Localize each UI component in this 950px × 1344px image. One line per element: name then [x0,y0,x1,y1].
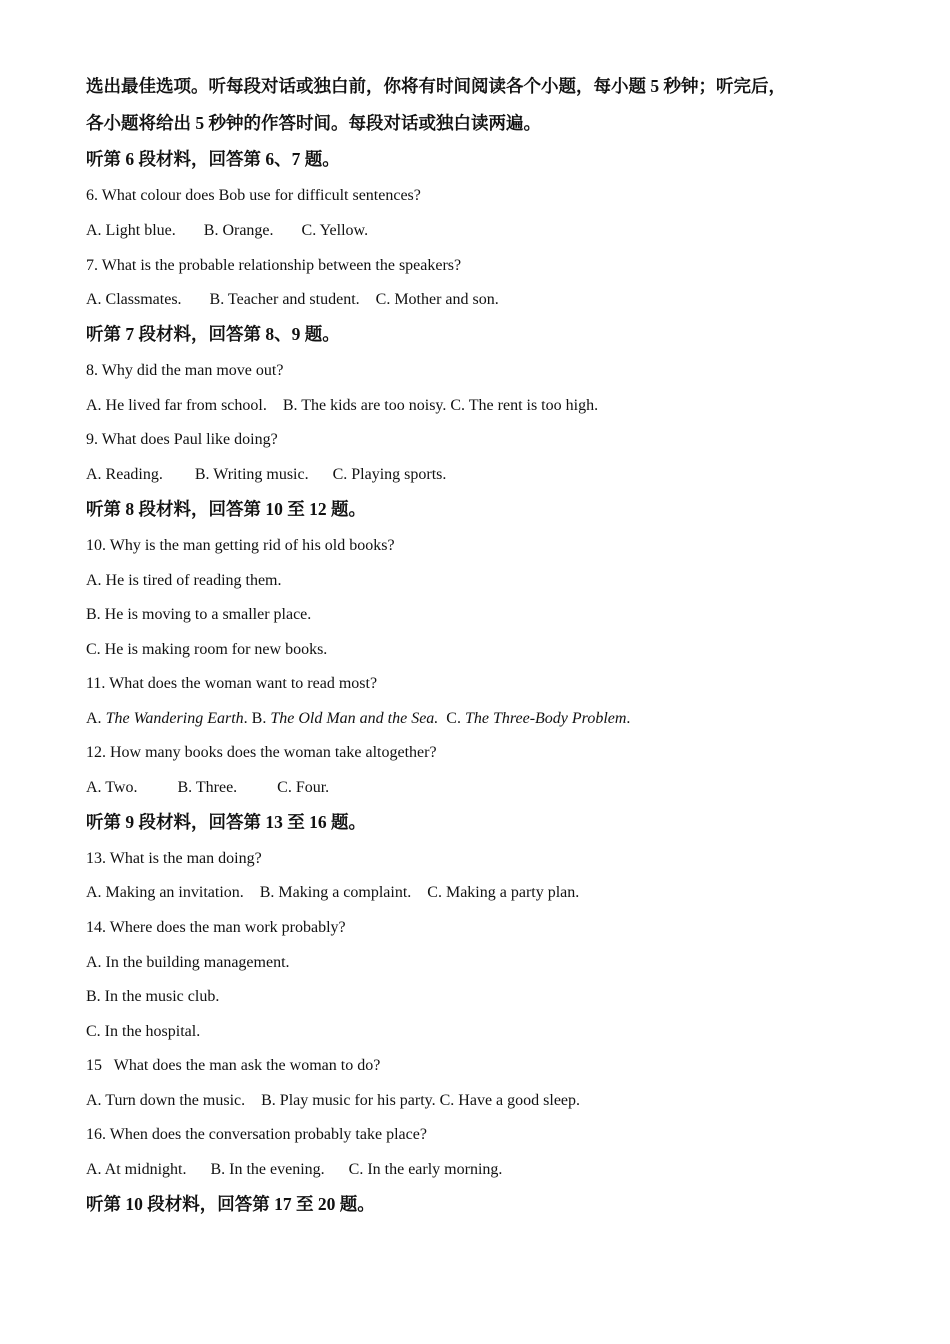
question-6-options: A. Light blue. B. Orange. C. Yellow. [86,222,369,239]
option-b-prefix: . B. [243,710,271,727]
option-a-prefix: A. [86,710,106,727]
question-8-options: A. He lived far from school. B. The kids are too noisy. C. The rent is too high. [86,397,599,414]
question-15: 15 What does the man ask the woman to do? [86,1057,381,1074]
question-7-options: A. Classmates. B. Teacher and student. C. Mother and son. [86,291,499,308]
question-14-option-b: B. In the music club. [86,988,220,1005]
book-title-old-man-and-the-sea: The Old Man and the Sea. [270,710,439,727]
question-10-option-a: A. He is tired of reading them. [86,572,282,589]
question-12-options: A. Two. B. Three. C. Four. [86,779,330,796]
option-c-prefix: C. [438,710,465,727]
section-10-heading: 听第 10 段材料，回答第 17 至 20 题。 [86,1194,375,1214]
question-12: 12. How many books does the woman take altogether? [86,744,437,761]
question-9-options: A. Reading. B. Writing music. C. Playing sports. [86,466,447,483]
question-14-option-a: A. In the building management. [86,954,290,971]
question-10-option-c: C. He is making room for new books. [86,641,328,658]
question-16-options: A. At midnight. B. In the evening. C. In the early morning. [86,1161,503,1178]
book-title-wandering-earth: The Wandering Earth [105,710,244,727]
section-8-heading: 听第 8 段材料，回答第 10 至 12 题。 [86,499,366,519]
question-13-options: A. Making an invitation. B. Making a complaint. C. Making a party plan. [86,884,580,901]
section-6-heading: 听第 6 段材料，回答第 6、7 题。 [86,149,340,169]
question-10-option-b: B. He is moving to a smaller place. [86,606,312,623]
question-14-option-c: C. In the hospital. [86,1023,201,1040]
question-11-options [86,709,630,729]
question-16: 16. When does the conversation probably take place? [86,1126,427,1143]
question-10: 10. Why is the man getting rid of his old books? [86,537,395,554]
question-9: 9. What does Paul like doing? [86,431,278,448]
question-8: 8. Why did the man move out? [86,362,284,379]
book-title-three-body-problem: The Three-Body Problem [464,710,627,727]
instruction-line-2: 各小题将给出 5 秒钟的作答时间。每段对话或独白读两遍。 [86,113,541,133]
instruction-line-1: 选出最佳选项。听每段对话或独白前，你将有时间阅读各个小题，每小题 5 秒钟；听完后， [86,76,786,96]
section-9-heading: 听第 9 段材料，回答第 13 至 16 题。 [86,812,366,832]
question-15-options: A. Turn down the music. B. Play music for his party. C. Have a good sleep. [86,1092,581,1109]
section-7-heading: 听第 7 段材料，回答第 8、9 题。 [86,324,340,344]
question-11: 11. What does the woman want to read most? [86,675,378,692]
question-14: 14. Where does the man work probably? [86,919,346,936]
question-6: 6. What colour does Bob use for difficult sentences? [86,187,421,204]
question-13: 13. What is the man doing? [86,850,262,867]
option-end: . [626,710,631,727]
question-7: 7. What is the probable relationship between the speakers? [86,257,462,274]
